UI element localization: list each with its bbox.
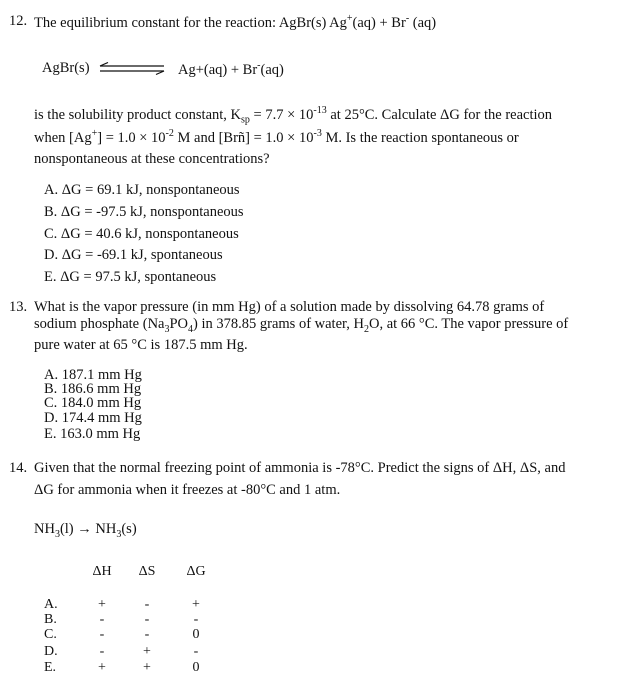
q12-eq-right-a: Ag+(aq) + Br bbox=[178, 61, 258, 78]
q12-line1-b: = 7.7 × 10 bbox=[249, 106, 314, 123]
q12-prompt-suffix: (aq) bbox=[409, 14, 437, 31]
q12-eq-right-sup: - bbox=[257, 60, 261, 71]
q14-cell-dh: - bbox=[99, 627, 105, 642]
q14-cell-dg: - bbox=[193, 644, 199, 659]
q13-option-d[interactable]: D. 174.4 mm Hg bbox=[44, 410, 142, 426]
q13-line2-d: O, at 66 °C. The vapor pressure of bbox=[369, 316, 569, 332]
q13-line2-b: PO bbox=[169, 316, 189, 332]
q14-cell-dh: + bbox=[98, 597, 106, 612]
q14-row-label[interactable]: E. bbox=[44, 660, 57, 675]
q13-line2-sub1: 3 bbox=[164, 323, 170, 335]
q12-line2-a: when [Ag bbox=[34, 129, 92, 146]
q14-number: 14. bbox=[9, 460, 28, 476]
q14-cell-dh: - bbox=[99, 644, 105, 659]
q12-line1-c: at 25°C. Calculate ΔG for the reaction bbox=[326, 106, 553, 123]
q12-option-e[interactable]: E. ΔG = 97.5 kJ, spontaneous bbox=[44, 269, 217, 285]
q14-header-dg: ΔG bbox=[186, 564, 206, 579]
q14-line2: ΔG for ammonia when it freezes at -80°C and 1 atm. bbox=[34, 482, 341, 498]
q13-option-a[interactable]: A. 187.1 mm Hg bbox=[44, 367, 142, 383]
q14-cell-dh: + bbox=[98, 660, 106, 675]
q13-option-c[interactable]: C. 184.0 mm Hg bbox=[44, 395, 142, 411]
q12-prompt-sup2: - bbox=[405, 13, 410, 24]
q14-line1: Given that the normal freezing point of ammonia is -78°C. Predict the signs of ΔH, ΔS, and bbox=[34, 460, 566, 476]
q14-eq-sub2: 3 bbox=[116, 528, 122, 540]
q12-option-a[interactable]: A. ΔG = 69.1 kJ, nonspontaneous bbox=[44, 182, 240, 198]
q14-cell-ds: - bbox=[144, 627, 150, 642]
q13-option-b[interactable]: B. 186.6 mm Hg bbox=[44, 381, 142, 397]
q12-option-c[interactable]: C. ΔG = 40.6 kJ, nonspontaneous bbox=[44, 226, 239, 242]
q14-cell-ds: - bbox=[144, 612, 150, 627]
q14-cell-ds: + bbox=[143, 644, 151, 659]
q12-prompt-prefix: The equilibrium constant for the reaction: AgBr(s) Ag bbox=[34, 14, 347, 31]
q12-line1 bbox=[34, 105, 552, 126]
q14-cell-dg: - bbox=[193, 612, 199, 627]
q13-line2 bbox=[34, 316, 568, 335]
q12-option-d[interactable]: D. ΔG = -69.1 kJ, spontaneous bbox=[44, 247, 223, 263]
equilibrium-arrow-icon bbox=[98, 62, 166, 76]
q12-line2-b: ] = 1.0 × 10 bbox=[97, 129, 166, 146]
q14-row-label[interactable]: C. bbox=[44, 627, 57, 642]
q14-cell-dh: - bbox=[99, 612, 105, 627]
q14-cell-dg: 0 bbox=[192, 627, 200, 642]
q14-equation bbox=[34, 521, 137, 540]
q12-line2-sup: + bbox=[91, 128, 98, 139]
q12-line2 bbox=[34, 128, 519, 147]
q12-line1-exp: -13 bbox=[313, 105, 327, 116]
q13-option-e[interactable]: E. 163.0 mm Hg bbox=[44, 426, 141, 442]
q12-line1-a: is the solubility product constant, K bbox=[34, 106, 242, 123]
q14-row-label[interactable]: D. bbox=[44, 644, 58, 659]
q14-cell-ds: - bbox=[144, 597, 150, 612]
q14-cell-dg: 0 bbox=[192, 660, 200, 675]
q13-line1: What is the vapor pressure (in mm Hg) of a solution made by dissolving 64.78 grams of bbox=[34, 299, 545, 315]
q14-cell-dg: + bbox=[192, 597, 200, 612]
q14-header-ds: ΔS bbox=[138, 564, 156, 579]
q14-eq-c: (s) bbox=[121, 521, 137, 537]
q14-cell-ds: + bbox=[143, 660, 151, 675]
q14-eq-a: NH bbox=[34, 521, 55, 537]
q12-prompt bbox=[34, 13, 436, 32]
q12-prompt-mid: (aq) + Br bbox=[352, 14, 406, 31]
q12-line3: nonspontaneous at these concentrations? bbox=[34, 151, 270, 167]
q14-eq-b: (l) → NH bbox=[59, 521, 117, 537]
q12-equation-left: AgBr(s) bbox=[42, 60, 90, 76]
q13-number: 13. bbox=[9, 299, 28, 315]
q12-line2-exp1: -2 bbox=[165, 128, 174, 139]
q12-eq-right-b: (aq) bbox=[260, 61, 284, 78]
q13-line2-a: sodium phosphate (Na bbox=[34, 316, 165, 332]
q13-line2-c: ) in 378.85 grams of water, H bbox=[193, 316, 364, 332]
q12-line2-exp2: -3 bbox=[313, 128, 322, 139]
q13-line2-sub2: 4 bbox=[188, 323, 194, 335]
q12-prompt-sup1: + bbox=[346, 13, 353, 24]
q12-line2-c: M and [Brñ] = 1.0 × 10 bbox=[173, 129, 314, 146]
q12-number: 12. bbox=[9, 13, 28, 29]
q14-header-dh: ΔH bbox=[92, 564, 112, 579]
q12-option-b[interactable]: B. ΔG = -97.5 kJ, nonspontaneous bbox=[44, 204, 244, 220]
q12-line1-sub: sp bbox=[241, 114, 250, 126]
q13-line3: pure water at 65 °C is 187.5 mm Hg. bbox=[34, 337, 248, 353]
q14-row-label[interactable]: A. bbox=[44, 597, 58, 612]
q12-equation-right bbox=[178, 60, 284, 79]
q13-line2-sub3: 2 bbox=[364, 323, 369, 335]
q12-line2-d: M. Is the reaction spontaneous or bbox=[321, 129, 519, 146]
q14-row-label[interactable]: B. bbox=[44, 612, 57, 627]
q14-eq-sub1: 3 bbox=[54, 528, 60, 540]
